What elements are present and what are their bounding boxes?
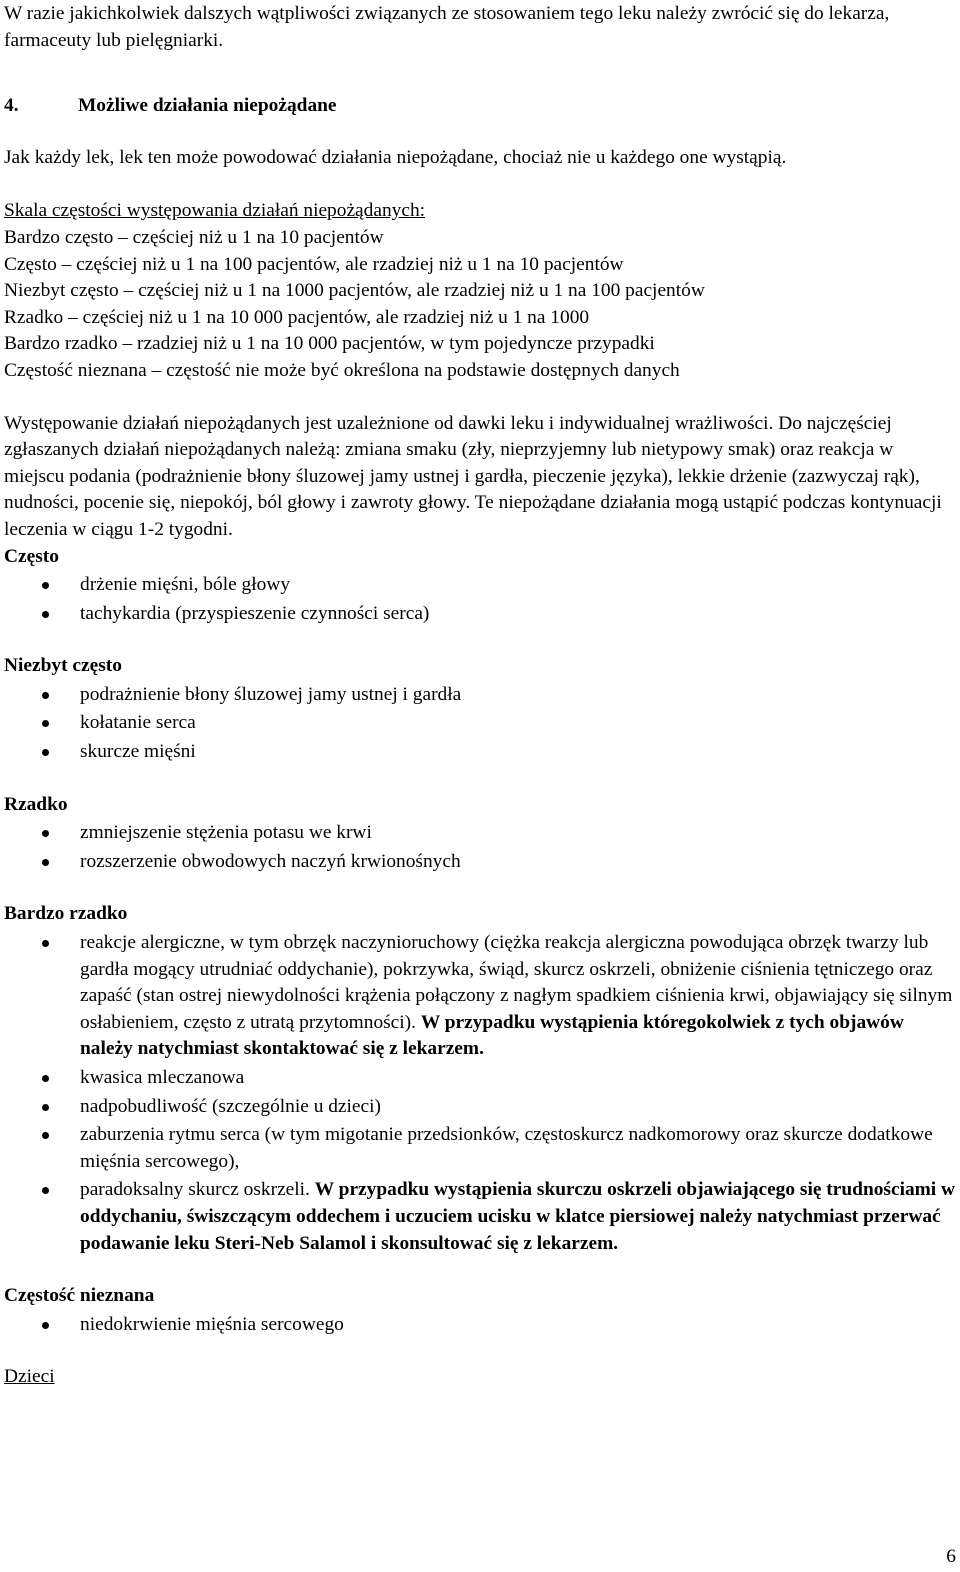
very-rare-effects-list bbox=[4, 930, 956, 1257]
side-effects-statement: Jak każdy lek, lek ten może powodować działania niepożądane, chociaż nie u każdego one wystąpią. bbox=[4, 146, 787, 168]
bullet-icon bbox=[42, 830, 49, 837]
category-heading-unknown: Częstość nieznana bbox=[4, 1285, 155, 1307]
list-item: skurcze mięśni bbox=[4, 739, 956, 766]
bullet-icon bbox=[42, 720, 49, 727]
bullet-icon bbox=[42, 1075, 49, 1082]
bullet-icon bbox=[42, 582, 49, 589]
frequency-row: Często – częściej niż u 1 na 100 pacjentów, ale rzadziej niż u 1 na 10 pacjentów bbox=[4, 253, 624, 275]
list-item: tachykardia (przyspieszenie czynności serca) bbox=[4, 601, 956, 628]
children-heading: Dzieci bbox=[4, 1366, 55, 1388]
section-heading bbox=[4, 93, 956, 120]
bullet-icon bbox=[42, 611, 49, 618]
list-item: paradoksalny skurcz oskrzeli. W przypadku wystąpienia skurczu oskrzeli objawiającego się trudnościami w oddychaniu, świszczącym oddechem i uczuciem ucisku w klatce piersiowej należy natychmiast przerwać podawanie leku Steri-Neb Salamol i skonsultować się z lekarzem. bbox=[4, 1177, 956, 1257]
document-page bbox=[4, 1, 956, 1391]
frequency-row: Częstość nieznana – częstość nie może być określona na podstawie dostępnych danych bbox=[4, 359, 680, 381]
bullet-icon bbox=[42, 692, 49, 699]
list-item: rozszerzenie obwodowych naczyń krwionośnych bbox=[4, 849, 956, 876]
section-title: Możliwe działania niepożądane bbox=[78, 95, 337, 117]
page-number: 6 bbox=[946, 1546, 956, 1567]
list-item: reakcje alergiczne, w tym obrzęk naczynioruchowy (ciężka reakcja alergiczna powodująca obrzęk twarzy lub gardła mogący utrudniać oddychanie), pokrzywka, świąd, skurcz oskrzeli, obniżenie ciśnienia tętniczego oraz zapaść (stan ostrej niewydolności krążenia połączony z nagłym spadkiem ciśnienia krwi, objawiający się silnym osłabieniem, często z utratą przytomności). W przypadku wystąpienia któregokolwiek z tych objawów należy natychmiast skontaktować się z lekarzem. bbox=[4, 930, 956, 1063]
list-item: zmniejszenie stężenia potasu we krwi bbox=[4, 820, 956, 847]
frequency-row: Rzadko – częściej niż u 1 na 10 000 pacjentów, ale rzadziej niż u 1 na 1000 bbox=[4, 306, 590, 328]
list-item: drżenie mięśni, bóle głowy bbox=[4, 572, 956, 599]
frequency-row: Niezbyt często – częściej niż u 1 na 1000 pacjentów, ale rzadziej niż u 1 na 100 pacjentów bbox=[4, 280, 705, 302]
list-item: kwasica mleczanowa bbox=[4, 1065, 956, 1092]
intro-paragraph: W razie jakichkolwiek dalszych wątpliwości związanych ze stosowaniem tego leku należy zwrócić się do lekarza, farmaceuty lub pielęgniarki. bbox=[4, 3, 890, 51]
bullet-icon bbox=[42, 749, 49, 756]
bullet-icon bbox=[42, 940, 49, 947]
category-heading-rare: Rzadko bbox=[4, 793, 68, 815]
common-effects-list bbox=[4, 572, 956, 627]
list-item: kołatanie serca bbox=[4, 710, 956, 737]
unknown-frequency-list bbox=[4, 1312, 956, 1339]
rare-effects-list bbox=[4, 820, 956, 875]
frequency-row: Bardzo często – częściej niż u 1 na 10 pacjentów bbox=[4, 226, 384, 248]
frequency-scale bbox=[4, 198, 956, 384]
list-item: zaburzenia rytmu serca (w tym migotanie przedsionków, częstoskurcz nadkomorowy oraz skurcze dodatkowe mięśnia sercowego), bbox=[4, 1122, 956, 1175]
category-heading-very-rare: Bardzo rzadko bbox=[4, 903, 128, 925]
list-item: niedokrwienie mięśnia sercowego bbox=[4, 1312, 956, 1339]
bullet-icon bbox=[42, 859, 49, 866]
uncommon-effects-list bbox=[4, 682, 956, 766]
list-item: podrażnienie błony śluzowej jamy ustnej i gardła bbox=[4, 682, 956, 709]
warning-text: W przypadku wystąpienia któregokolwiek z tych objawów należy natychmiast skontaktować się z lekarzem. bbox=[80, 1011, 904, 1060]
frequency-scale-title: Skala częstości występowania działań niepożądanych: bbox=[4, 200, 426, 222]
bullet-icon bbox=[42, 1187, 49, 1194]
bullet-icon bbox=[42, 1104, 49, 1111]
category-heading-common: Często bbox=[4, 545, 59, 567]
bullet-icon bbox=[42, 1322, 49, 1329]
list-item: nadpobudliwość (szczególnie u dzieci) bbox=[4, 1094, 956, 1121]
bullet-icon bbox=[42, 1132, 49, 1139]
warning-text: W przypadku wystąpienia skurczu oskrzeli objawiającego się trudnościami w oddychaniu, świszczącym oddechem i uczuciem ucisku w klatce piersiowej należy natychmiast przerwać podawanie leku Steri-Neb Salamol i skonsultować się z lekarzem. bbox=[80, 1179, 956, 1254]
frequency-row: Bardzo rzadko – rzadziej niż u 1 na 10 000 pacjentów, w tym pojedyncze przypadki bbox=[4, 333, 655, 355]
category-heading-uncommon: Niezbyt często bbox=[4, 655, 122, 677]
section-number: 4. bbox=[4, 95, 19, 117]
occurrence-paragraph: Występowanie działań niepożądanych jest uzależnione od dawki leku i indywidualnej wrażliwości. Do najczęściej zgłaszanych działań niepożądanych należą: zmiana smaku (zły, nieprzyjemny lub nietypowy smak) oraz reakcja w miejscu podania (podrażnienie błony śluzowej jamy ustnej i gardła, pieczenie języka), lekkie drżenie (zazwyczaj rąk), nudności, pocenie się, niepokój, ból głowy i zawroty głowy. Te niepożądane działania mogą ustąpić podczas kontynuacji leczenia w ciągu 1-2 tygodni. bbox=[4, 412, 942, 540]
